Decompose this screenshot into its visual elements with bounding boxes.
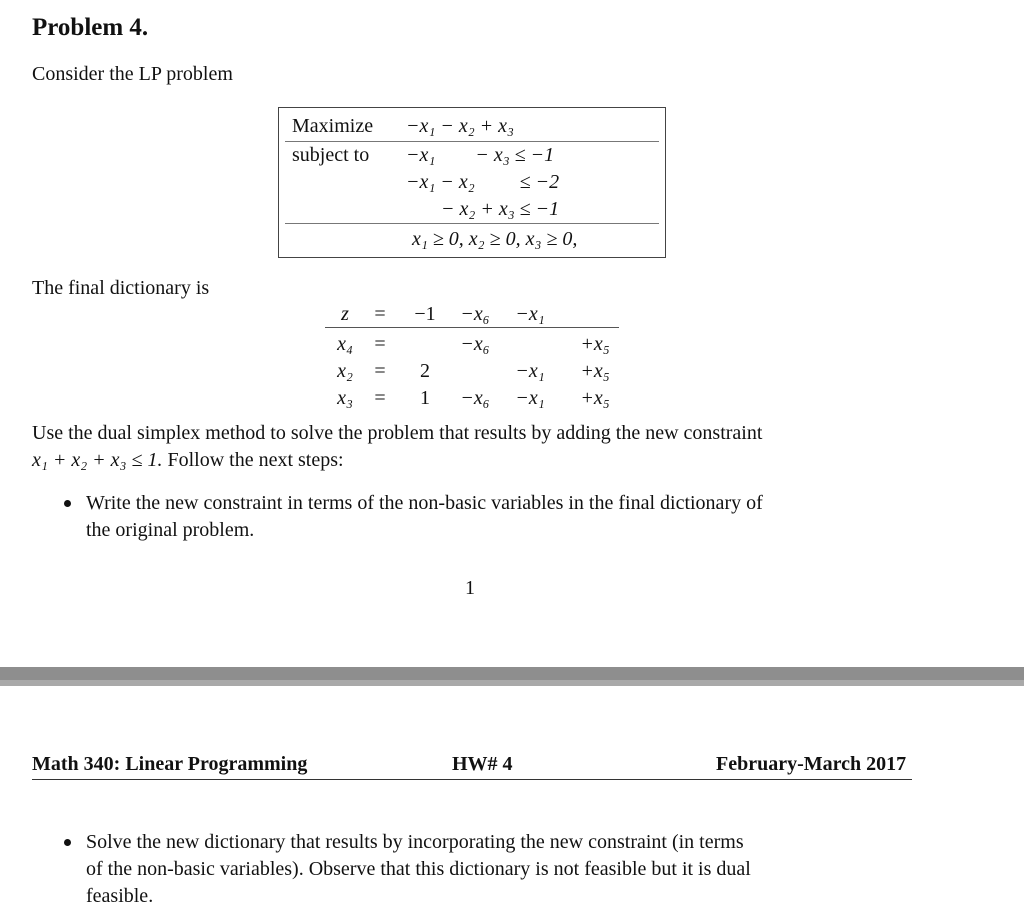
- header-rule: [32, 779, 912, 780]
- bullet-2-line-1: Solve the new dictionary that results by incorporating the new constraint (in terms: [86, 831, 744, 853]
- rule: [325, 327, 619, 328]
- dictionary-cell: x₄: [337, 333, 353, 355]
- problem-title: Problem 4.: [32, 14, 149, 41]
- dictionary-cell: 1: [420, 387, 430, 409]
- dictionary-cell: −1: [414, 303, 436, 325]
- rule: [285, 141, 659, 142]
- lp-problem-box: [278, 107, 666, 258]
- rule: [285, 223, 659, 224]
- intro-text: Consider the LP problem: [32, 63, 233, 85]
- constraint-1: −x₁ − x₃ ≤ −1: [406, 144, 555, 166]
- dictionary-intro: The final dictionary is: [32, 277, 210, 299]
- dictionary-cell: =: [374, 360, 386, 382]
- task-steps: Follow the next steps:: [162, 449, 344, 471]
- bullet-icon: [64, 500, 71, 507]
- dictionary-cell: x₃: [337, 387, 353, 409]
- constraints-label: subject to: [292, 144, 370, 166]
- task-text-2: [32, 448, 344, 472]
- bullet-1-line-2: the original problem.: [86, 519, 255, 541]
- nonnegativity: x₁ ≥ 0, x₂ ≥ 0, x₃ ≥ 0,: [412, 228, 578, 250]
- page-number: 1: [465, 577, 475, 599]
- page-separator-shadow: [0, 680, 1024, 686]
- dictionary-cell: −x₁: [515, 387, 545, 409]
- dictionary-cell: +x₅: [580, 360, 610, 382]
- dictionary-cell: −x₆: [460, 303, 490, 325]
- dictionary-cell: +x₅: [580, 387, 610, 409]
- bullet-2-line-2: of the non-basic variables). Observe that this dictionary is not feasible but it is dual: [86, 858, 751, 880]
- bullet-2-line-3: feasible.: [86, 885, 154, 907]
- objective-label: Maximize: [292, 115, 374, 137]
- dictionary-cell: +x₅: [580, 333, 610, 355]
- new-constraint: x₁ + x₂ + x₃ ≤ 1.: [32, 449, 163, 471]
- dictionary-cell: −x₁: [515, 360, 545, 382]
- constraint-3: − x₂ + x₃ ≤ −1: [406, 198, 560, 220]
- constraint-2: −x₁ − x₂ ≤ −2: [406, 171, 560, 193]
- dictionary-cell: =: [374, 303, 386, 325]
- dictionary-cell: −x₆: [460, 387, 490, 409]
- dictionary-cell: x₂: [337, 360, 353, 382]
- dictionary-cell: −x₆: [460, 333, 490, 355]
- bullet-1-line-1: Write the new constraint in terms of the non-basic variables in the final dictionary of: [86, 492, 763, 514]
- dictionary-cell: z: [341, 303, 349, 325]
- header-date: February-March 2017: [716, 753, 907, 775]
- header-course: Math 340: Linear Programming: [32, 753, 308, 775]
- objective: −x₁ − x₂ + x₃: [406, 115, 514, 137]
- dictionary-cell: =: [374, 333, 386, 355]
- bullet-icon: [64, 839, 71, 846]
- header-hw: HW# 4: [452, 753, 513, 775]
- task-text: Use the dual simplex method to solve the problem that results by adding the new constraint: [32, 422, 763, 444]
- dictionary-cell: 2: [420, 360, 430, 382]
- dictionary-cell: =: [374, 387, 386, 409]
- dictionary-cell: −x₁: [515, 303, 545, 325]
